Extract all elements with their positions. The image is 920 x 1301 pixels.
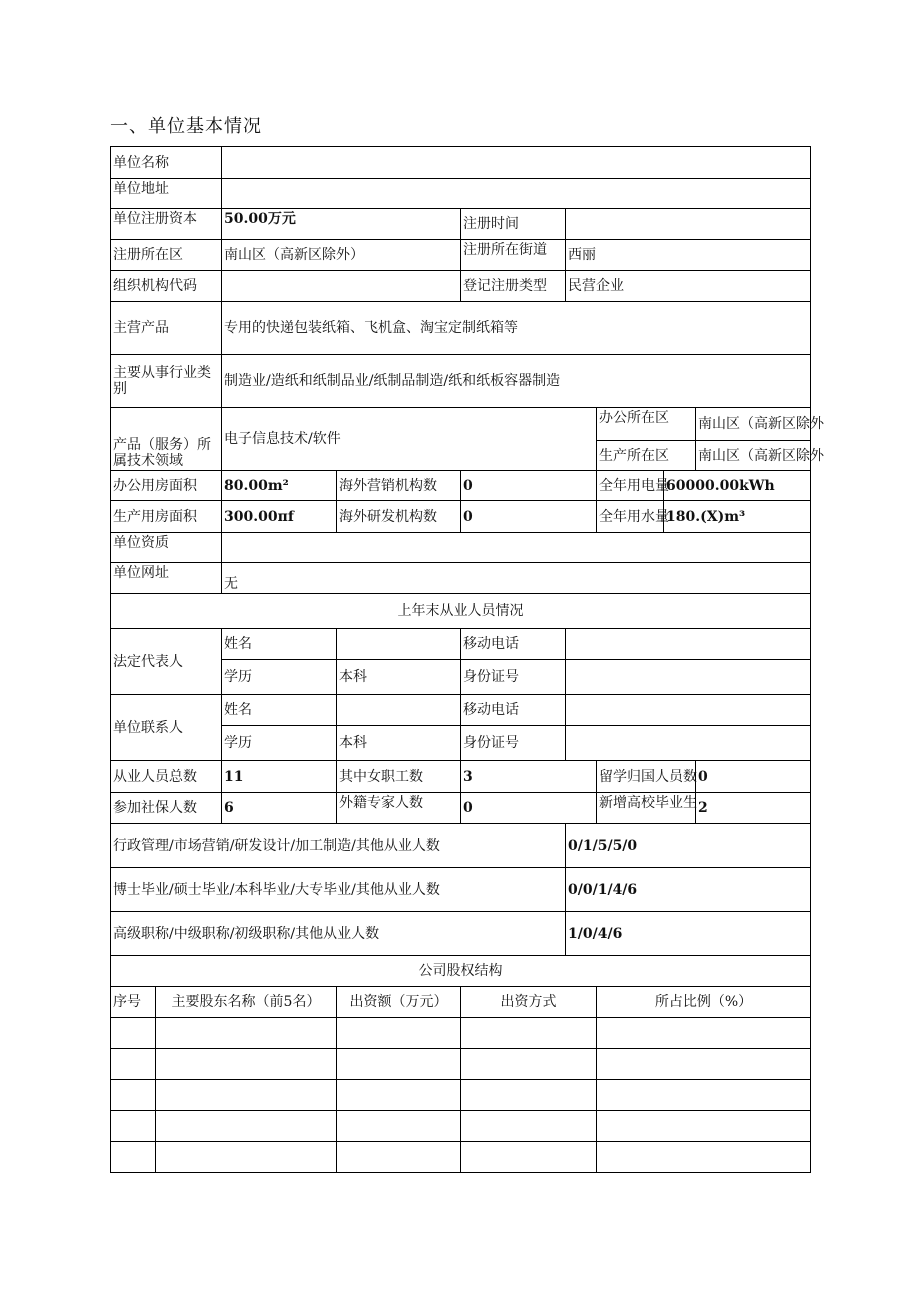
legal-rep-mobile-value[interactable] xyxy=(566,629,811,660)
female-label: 其中女职工数 xyxy=(337,761,461,793)
equity-cell[interactable] xyxy=(337,1080,461,1111)
water-label: 全年用水量 xyxy=(597,501,664,533)
equity-header-row xyxy=(111,987,811,1018)
foreign-expert-value[interactable]: 0 xyxy=(461,793,597,824)
equity-row xyxy=(111,1049,811,1080)
prod-district-value[interactable]: 南山区（高新区除外 xyxy=(696,441,811,471)
equity-cell[interactable] xyxy=(337,1049,461,1080)
row-title-counts xyxy=(111,912,811,956)
reg-district-value[interactable]: 南山区（高新区除外） xyxy=(222,240,461,271)
capital-value[interactable]: 50.00万元 xyxy=(222,209,461,240)
equity-cell[interactable] xyxy=(461,1080,597,1111)
legal-rep-education-value[interactable]: 本科 xyxy=(337,660,461,695)
dept-label: 行政管理/市场营销/研发设计/加工制造/其他从业人数 xyxy=(111,824,566,868)
address-label: 单位地址 xyxy=(111,179,222,209)
reg-type-label: 登记注册类型 xyxy=(461,271,566,302)
contact-label: 单位联系人 xyxy=(111,695,222,761)
overseas-rd-label: 海外研发机构数 xyxy=(337,501,461,533)
total-value[interactable]: 11 xyxy=(222,761,337,793)
main-product-label: 主营产品 xyxy=(111,302,222,355)
equity-cell[interactable] xyxy=(461,1049,597,1080)
equity-cell[interactable] xyxy=(156,1049,337,1080)
row-qualification xyxy=(111,533,811,563)
equity-cell[interactable] xyxy=(156,1080,337,1111)
office-district-value[interactable]: 南山区（高新区除外 xyxy=(696,408,811,441)
prod-district-label: 生产所在区 xyxy=(597,441,696,471)
contact-name-value[interactable] xyxy=(337,695,461,726)
equity-cell[interactable] xyxy=(111,1018,156,1049)
new-grad-value[interactable]: 2 xyxy=(696,793,811,824)
equity-cell[interactable] xyxy=(597,1111,811,1142)
main-product-value[interactable]: 专用的快递包装纸箱、飞机盒、淘宝定制纸箱等 xyxy=(222,302,811,355)
water-value[interactable]: 180.(X)m³ xyxy=(664,501,811,533)
contact-education-value[interactable]: 本科 xyxy=(337,726,461,761)
legal-rep-mobile-label: 移动电话 xyxy=(461,629,566,660)
contact-name-label: 姓名 xyxy=(222,695,337,726)
website-label: 单位网址 xyxy=(111,563,222,594)
reg-time-value[interactable] xyxy=(566,209,811,240)
org-code-label: 组织机构代码 xyxy=(111,271,222,302)
office-area-value[interactable]: 80.00m² xyxy=(222,471,337,501)
legal-rep-education-label: 学历 xyxy=(222,660,337,695)
row-staff-title xyxy=(111,594,811,629)
row-office-area xyxy=(111,471,811,501)
name-value[interactable] xyxy=(222,147,811,179)
foreign-expert-label: 外籍专家人数 xyxy=(337,793,461,824)
reg-type-value[interactable]: 民营企业 xyxy=(566,271,811,302)
legal-rep-label: 法定代表人 xyxy=(111,629,222,695)
electricity-label: 全年用电量 xyxy=(597,471,664,501)
equity-cell[interactable] xyxy=(337,1018,461,1049)
address-value[interactable] xyxy=(222,179,811,209)
equity-col-ratio: 所占比例（%） xyxy=(597,987,811,1018)
row-staff-total xyxy=(111,761,811,793)
equity-row xyxy=(111,1018,811,1049)
row-main-product xyxy=(111,302,811,355)
row-insured xyxy=(111,793,811,824)
contact-id-value[interactable] xyxy=(566,726,811,761)
overseas-rd-value[interactable]: 0 xyxy=(461,501,597,533)
legal-rep-id-label: 身份证号 xyxy=(461,660,566,695)
industry-value[interactable]: 制造业/造纸和纸制品业/纸制品制造/纸和纸板容器制造 xyxy=(222,355,811,408)
electricity-value[interactable]: 60000.00kWh xyxy=(664,471,811,501)
tech-field-value[interactable]: 电子信息技术/软件 xyxy=(222,408,597,471)
row-prod-area xyxy=(111,501,811,533)
legal-rep-name-label: 姓名 xyxy=(222,629,337,660)
equity-cell[interactable] xyxy=(597,1142,811,1173)
qualification-value[interactable] xyxy=(222,533,811,563)
equity-cell[interactable] xyxy=(337,1111,461,1142)
equity-cell[interactable] xyxy=(111,1080,156,1111)
degree-label: 博士毕业/硕士毕业/本科毕业/大专毕业/其他从业人数 xyxy=(111,868,566,912)
prod-area-label: 生产用房面积 xyxy=(111,501,222,533)
equity-cell[interactable] xyxy=(156,1142,337,1173)
org-code-value[interactable] xyxy=(222,271,461,302)
equity-section-title: 公司股权结构 xyxy=(111,956,811,987)
reg-street-value[interactable]: 西丽 xyxy=(566,240,811,271)
row-dept-counts xyxy=(111,824,811,868)
equity-cell[interactable] xyxy=(111,1142,156,1173)
equity-cell[interactable] xyxy=(461,1111,597,1142)
row-unit-address xyxy=(111,179,811,209)
equity-cell[interactable] xyxy=(597,1049,811,1080)
equity-row xyxy=(111,1080,811,1111)
title-value[interactable]: 1/0/4/6 xyxy=(566,912,811,956)
row-legal-rep-name xyxy=(111,629,811,660)
registration-form xyxy=(110,146,824,1173)
returnee-label: 留学归国人员数 xyxy=(597,761,696,793)
name-label: 单位名称 xyxy=(111,147,222,179)
equity-cell[interactable] xyxy=(597,1018,811,1049)
capital-label: 单位注册资本 xyxy=(111,209,222,240)
contact-mobile-label: 移动电话 xyxy=(461,695,566,726)
qualification-label: 单位资质 xyxy=(111,533,222,563)
contact-mobile-value[interactable] xyxy=(566,695,811,726)
staff-section-title: 上年末从业人员情况 xyxy=(111,594,811,629)
row-tech-field xyxy=(111,408,811,441)
female-value[interactable]: 3 xyxy=(461,761,597,793)
insured-label: 参加社保人数 xyxy=(111,793,222,824)
equity-cell[interactable] xyxy=(111,1049,156,1080)
website-value[interactable]: 无 xyxy=(222,563,811,594)
tech-field-label: 产品（服务）所属技术领域 xyxy=(111,408,222,471)
overseas-sales-label: 海外营销机构数 xyxy=(337,471,461,501)
row-website xyxy=(111,563,811,594)
row-equity-title xyxy=(111,956,811,987)
degree-value[interactable]: 0/0/1/4/6 xyxy=(566,868,811,912)
legal-rep-id-value[interactable] xyxy=(566,660,811,695)
new-grad-label: 新增高校毕业生 xyxy=(597,793,696,824)
row-degree-counts xyxy=(111,868,811,912)
equity-cell[interactable] xyxy=(461,1142,597,1173)
row-contact-name xyxy=(111,695,811,726)
row-capital xyxy=(111,209,811,240)
reg-district-label: 注册所在区 xyxy=(111,240,222,271)
contact-id-label: 身份证号 xyxy=(461,726,566,761)
title-label: 高级职称/中级职称/初级职称/其他从业人数 xyxy=(111,912,566,956)
equity-cell[interactable] xyxy=(597,1080,811,1111)
equity-col-method: 出资方式 xyxy=(461,987,597,1018)
reg-street-label: 注册所在街道 xyxy=(461,240,566,271)
contact-education-label: 学历 xyxy=(222,726,337,761)
legal-rep-name-value[interactable] xyxy=(337,629,461,660)
row-unit-name xyxy=(111,147,811,179)
office-district-label: 办公所在区 xyxy=(597,408,696,441)
prod-area-value[interactable]: 300.00πf xyxy=(222,501,337,533)
equity-col-shareholder: 主要股东名称（前5名） xyxy=(156,987,337,1018)
row-industry xyxy=(111,355,811,408)
overseas-sales-value[interactable]: 0 xyxy=(461,471,597,501)
row-org-code xyxy=(111,271,811,302)
equity-col-amount: 出资额（万元） xyxy=(337,987,461,1018)
office-area-label: 办公用房面积 xyxy=(111,471,222,501)
equity-cell[interactable] xyxy=(156,1111,337,1142)
returnee-value[interactable]: 0 xyxy=(696,761,811,793)
equity-cell[interactable] xyxy=(461,1018,597,1049)
equity-cell[interactable] xyxy=(337,1142,461,1173)
reg-time-label: 注册时间 xyxy=(461,209,566,240)
row-reg-district xyxy=(111,240,811,271)
equity-cell[interactable] xyxy=(156,1018,337,1049)
equity-cell[interactable] xyxy=(111,1111,156,1142)
industry-label: 主要从事行业类别 xyxy=(111,355,222,408)
dept-value[interactable]: 0/1/5/5/0 xyxy=(566,824,811,868)
insured-value[interactable]: 6 xyxy=(222,793,337,824)
total-label: 从业人员总数 xyxy=(111,761,222,793)
equity-row xyxy=(111,1142,811,1173)
page-heading: 一、单位基本情况 xyxy=(110,116,262,137)
equity-col-index: 序号 xyxy=(111,987,156,1018)
equity-row xyxy=(111,1111,811,1142)
